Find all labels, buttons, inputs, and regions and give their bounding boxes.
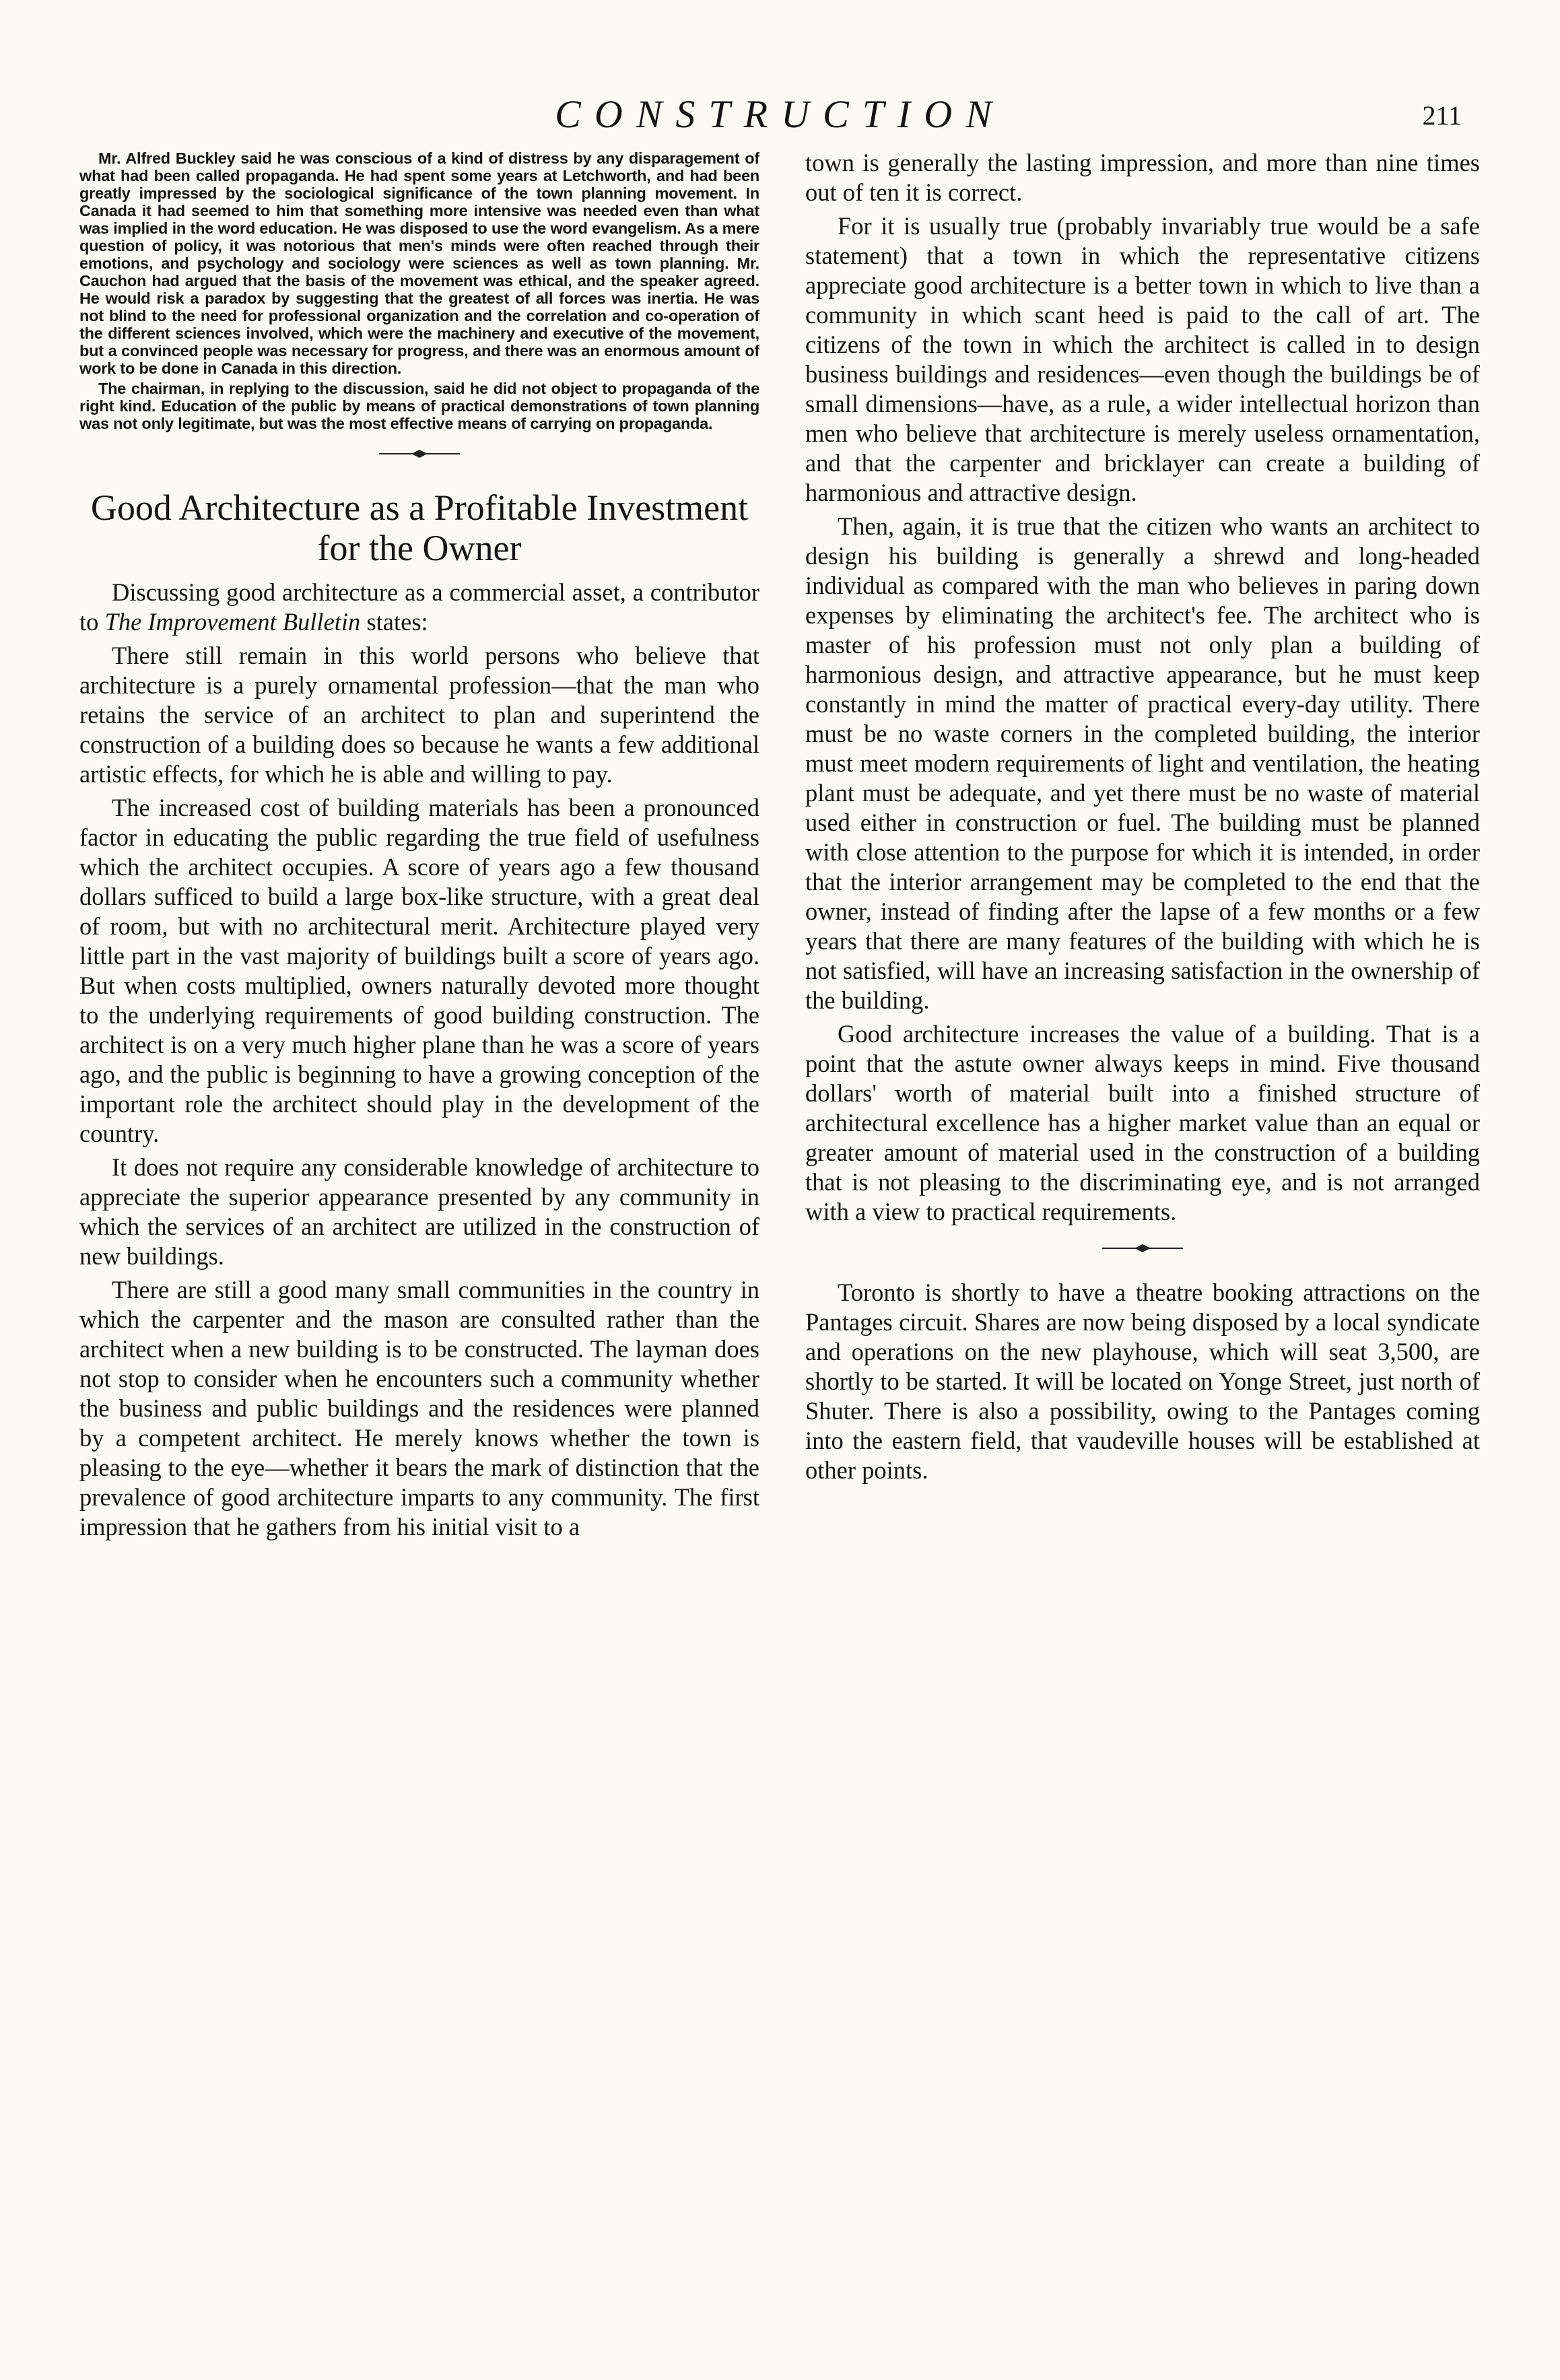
right-column <box>805 148 1480 2316</box>
page-number: 211 <box>1422 100 1462 131</box>
article-paragraph: Good architecture increases the value of a building. That is a point that the astute owner always keeps in mind. Five thousand dollars' worth of material built into a finished structure of architectural excellence has a higher market value than an equal or greater amount of material used in the construction of a building that is not pleasing to the discriminating eye, and is not arranged with a view to practical requirements. <box>805 1020 1480 1225</box>
article-paragraph: town is generally the lasting impression, and more than nine times out of ten it is correct. <box>805 149 1480 206</box>
news-item: Toronto is shortly to have a theatre booking attractions on the Pantages circuit. Shares are now being disposed by a local syndicate and operations on the new playhouse, which will seat 3,500, are shortly to be started. It will be located on Yonge Street, just north of Shuter. There is also a possibility, owing to the Pantages coming into the eastern field, that vaudeville houses will be established at other points. <box>805 1279 1480 1484</box>
article-paragraph: There are still a good many small communities in the country in which the carpenter and the mason are consulted rather than the architect when a new building is to be constructed. The layman does not stop to consider when he encounters such a community whether the business and public buildings and the residences were planned by a competent architect. He merely knows whether the town is pleasing to the eye—whether it bears the mark of distinction that the prevalence of good architecture imparts to any community. The first impression that he gathers from his initial visit to a <box>79 1276 759 1540</box>
ornament-divider-icon <box>1102 1243 1183 1254</box>
left-column <box>79 149 759 2317</box>
page-header <box>0 89 1560 143</box>
section-divider <box>805 1232 1480 1272</box>
intro-text: Discussing good architecture as a commercial asset, a contributor to <box>79 578 759 636</box>
intro-text-end: states: <box>360 608 428 636</box>
discussion-note: The chairman, in replying to the discussion, said he did not object to propaganda of the right kind. Education of the public by means of practical demonstrations of town planning was not only legitimate, but was the most effective means of carrying on propaganda. <box>79 380 759 432</box>
article-paragraph: It does not require any considerable knowledge of architecture to appreciate the superior appearance presented by any community in which the services of an architect are utilized in the construction of new buildings. <box>79 1153 759 1270</box>
article-paragraph: For it is usually true (probably invariably true would be a safe statement) that a town in which the representative citizens appreciate good architecture is a better town in which to live than a community in which scant heed is paid to the call of art. The citizens of the town in which the architect is called in to design business buildings and residences—even though the buildings be of small dimensions—have, as a rule, a wider intellectual horizon than men who believe that architecture is merely useless ornamentation, and that the carpenter and bricklayer can create a building of harmonious and attractive design. <box>805 212 1480 506</box>
article-paragraph: The increased cost of building materials has been a pronounced factor in educating the public regarding the true field of usefulness which the architect occupies. A score of years ago a few thousand dollars sufficed to build a large box-like structure, with a great deal of room, but with no architectural merit. Architecture played very little part in the vast majority of buildings built a score of years ago. But when costs multiplied, owners naturally devoted more thought to the underlying requirements of good building construction. The architect is on a very much higher plane than he was a score of years ago, and the public is beginning to have a growing conception of the important role the architect should play in the development of the country. <box>79 794 759 1147</box>
section-divider <box>79 438 759 478</box>
article-title: Good Architecture as a Profitable Investment for the Owner <box>90 487 749 568</box>
article-paragraph: There still remain in this world persons who believe that architecture is a purely ornamental profession—that the man who retains the service of an architect to plan and superintend the construction of a building does so because he wants a few additional artistic effects, for which he is able and willing to pay. <box>79 642 759 788</box>
ornament-divider-icon <box>379 448 460 459</box>
running-title: CONSTRUCTION <box>555 92 1005 136</box>
article-intro <box>79 578 759 637</box>
publication-name: The Improvement Bulletin <box>104 608 361 636</box>
discussion-note: Mr. Alfred Buckley said he was conscious of a kind of distress by any disparagement of what had been called propaganda. He had spent some years at Letchworth, and had been greatly impressed by the sociological significance of the town planning movement. In Canada it had seemed to him that something more intensive was needed even than what was implied in the word education. He was disposed to use the word evangelism. As a mere question of policy, it was notorious that men's minds were often reached through their emotions, and psychology and sociology were sciences as well as town planning. Mr. Cauchon had argued that the basis of the movement was ethical, and the speaker agreed. He would risk a paradox by suggesting that the greatest of all forces was inertia. He was not blind to the need for professional organization and the correlation and co-operation of the different sciences involved, which were the machinery and executive of the movement, but a convinced people was necessary for progress, and there was an enormous amount of work to be done in Canada in this direction. <box>79 149 759 377</box>
article-paragraph: Then, again, it is true that the citizen who wants an architect to design his building is generally a shrewd and long-headed individual as compared with the man who believes in paring down expenses by eliminating the architect's fee. The architect who is master of his profession must not only plan a building of harmonious design, and attractive appearance, but he must keep constantly in mind the matter of practical every-day utility. There must be no waste corners in the completed building, the interior must meet modern requirements of light and ventilation, the heating plant must be adequate, and yet there must be no waste of material used either in construction or fuel. The building must be planned with close attention to the purpose for which it is intended, in order that the interior arrangement may be completed to the end that the owner, instead of finding after the lapse of a few months or a few years that there are many features of the building with which he is not satisfied, will have an increasing satisfaction in the ownership of the building. <box>805 512 1480 1014</box>
